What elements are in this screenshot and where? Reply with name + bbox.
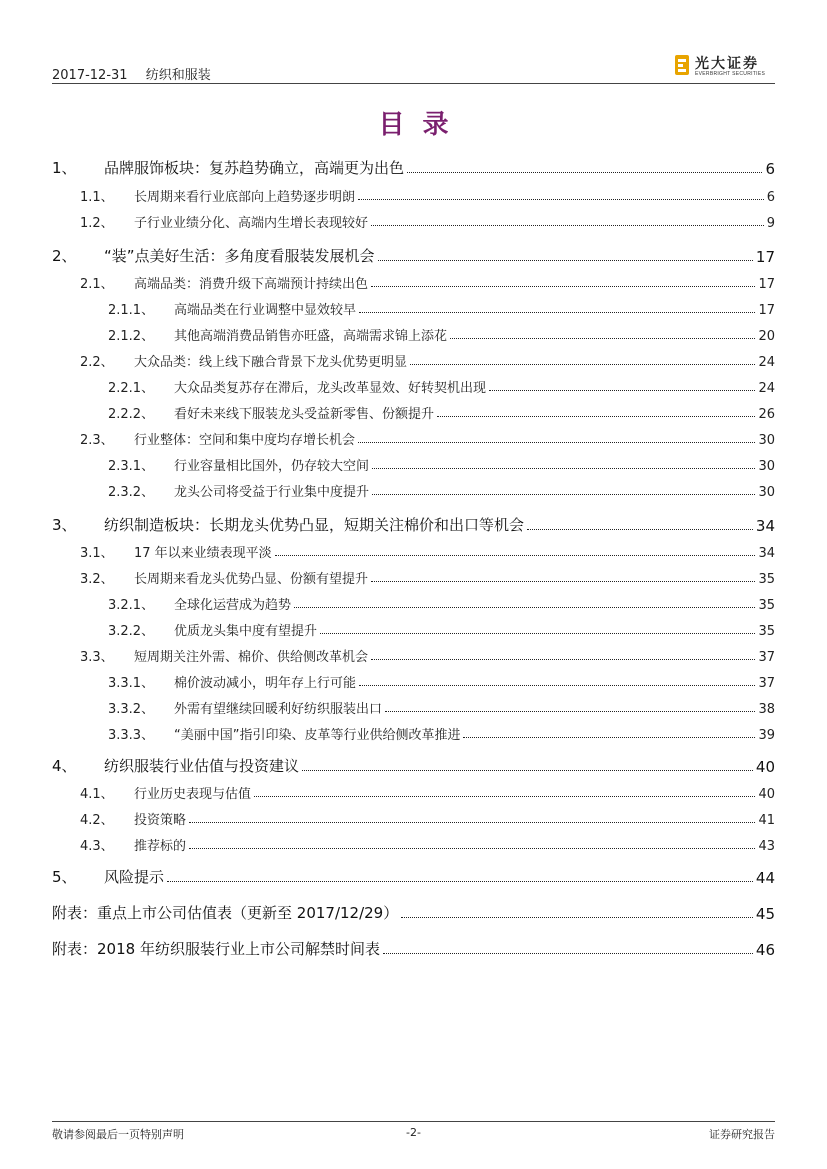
toc-leader-dots	[450, 338, 755, 339]
toc-entry-page: 30	[758, 485, 775, 500]
toc-entry-page: 17	[758, 303, 775, 318]
toc-entry[interactable]	[52, 209, 775, 231]
toc-entry-number: 2.2、	[80, 355, 114, 370]
toc-entry[interactable]	[52, 806, 775, 828]
header-divider	[52, 83, 775, 84]
toc-leader-dots	[358, 442, 755, 443]
toc-leader-dots	[371, 286, 755, 287]
toc-entry-title: 长周期来看龙头优势凸显、份额有望提升	[134, 572, 369, 587]
toc-entry-page: 30	[758, 433, 775, 448]
toc-entry-number: 2.3.1、	[108, 459, 155, 474]
toc-entry-title: 龙头公司将受益于行业集中度提升	[174, 485, 370, 500]
toc-entry-number: 2.1.1、	[108, 303, 155, 318]
toc-leader-dots	[359, 312, 755, 313]
toc-entry[interactable]	[52, 695, 775, 717]
toc-entry-number: 2.3.2、	[108, 485, 155, 500]
toc-leader-dots	[372, 468, 755, 469]
toc-entry-page: 40	[758, 787, 775, 802]
toc-leader-dots	[371, 225, 764, 226]
toc-leader-dots	[437, 416, 755, 417]
toc-leader-dots	[463, 737, 755, 738]
toc-entry-title: 品牌服饰板块：复苏趋势确立，高端更为出色	[104, 159, 405, 177]
toc-entry-page: 43	[758, 839, 775, 854]
toc-entry-page: 35	[758, 572, 775, 587]
toc-entry[interactable]	[52, 669, 775, 691]
header-meta	[52, 64, 225, 83]
toc-entry[interactable]	[52, 617, 775, 639]
toc-entry-title: “美丽中国”指引印染、皮革等行业供给侧改革推进	[174, 728, 461, 743]
toc-entry-number: 2.1、	[80, 277, 114, 292]
toc-leader-dots	[167, 881, 753, 882]
toc-entry-number: 4.3、	[80, 839, 114, 854]
toc-entry-title: 长周期来看行业底部向上趋势逐步明朗	[134, 190, 356, 205]
toc-entry[interactable]	[52, 183, 775, 205]
toc-entry[interactable]	[52, 296, 775, 318]
toc-entry-number: 2、	[52, 247, 77, 265]
toc-entry-page: 38	[758, 702, 775, 717]
report-date: 2017-12-31	[52, 68, 128, 83]
toc-entry-number: 3.2、	[80, 572, 114, 587]
toc-entry-number: 2.2.1、	[108, 381, 155, 396]
toc-entry[interactable]	[52, 348, 775, 370]
toc-entry-number: 2.2.2、	[108, 407, 155, 422]
toc-entry-page: 34	[755, 517, 775, 535]
page-footer	[52, 1126, 775, 1144]
toc-leader-dots	[358, 199, 764, 200]
toc-entry-number: 1、	[52, 159, 77, 177]
toc-entry-number: 4、	[52, 757, 77, 775]
toc-leader-dots	[359, 685, 755, 686]
toc-entry-page: 41	[758, 813, 775, 828]
toc-entry[interactable]	[52, 901, 775, 923]
toc-entry-title: 附表：重点上市公司估值表（更新至 2017/12/29）	[52, 904, 399, 922]
toc-entry[interactable]	[52, 754, 775, 776]
toc-entry-page: 17	[755, 248, 775, 266]
toc-entry-title: 其他高端消费品销售亦旺盛，高端需求锦上添花	[174, 329, 448, 344]
toc-entry-page: 35	[758, 624, 775, 639]
toc-entry-page: 35	[758, 598, 775, 613]
toc-entry-number: 1.1、	[80, 190, 114, 205]
toc-entry[interactable]	[52, 513, 775, 535]
toc-entry-number: 5、	[52, 868, 77, 886]
toc-entry-page: 37	[758, 650, 775, 665]
toc-entry[interactable]	[52, 780, 775, 802]
toc-entry[interactable]	[52, 244, 775, 266]
page-title: 目录	[378, 110, 467, 140]
toc-entry-page: 24	[758, 381, 775, 396]
toc-entry-title: 纺织制造板块：长期龙头优势凸显，短期关注棉价和出口等机会	[104, 516, 525, 534]
footer-report-type: 证券研究报告	[709, 1128, 775, 1141]
toc-leader-dots	[372, 494, 755, 495]
toc-entry-title: 投资策略	[134, 813, 187, 828]
toc-entry[interactable]	[52, 452, 775, 474]
toc-entry[interactable]	[52, 400, 775, 422]
toc-entry-number: 3.3.2、	[108, 702, 155, 717]
footer-disclaimer: 敬请参阅最后一页特别声明	[52, 1128, 184, 1141]
toc-leader-dots	[410, 364, 755, 365]
toc-entry-title: 高端品类：消费升级下高端预计持续出色	[134, 277, 369, 292]
toc-entry-page: 44	[755, 869, 775, 887]
toc-entry-page: 39	[758, 728, 775, 743]
toc-entry-title: “装”点美好生活：多角度看服装发展机会	[104, 247, 375, 265]
toc-entry-title: 纺织服装行业估值与投资建议	[104, 757, 300, 775]
toc-entry-page: 6	[765, 160, 775, 178]
toc-entry-page: 9	[766, 216, 775, 231]
toc-entry-number: 3.1、	[80, 546, 114, 561]
page-header	[52, 52, 775, 82]
toc-leader-dots	[378, 260, 753, 261]
toc-entry-title: 行业容量相比国外，仍存较大空间	[174, 459, 370, 474]
logo-text-en: EVERBRIGHT SECURITIES	[695, 71, 766, 77]
page-number: -2-	[406, 1126, 421, 1139]
toc-entry-number: 1.2、	[80, 216, 114, 231]
toc-entry-page: 20	[758, 329, 775, 344]
toc-leader-dots	[371, 659, 755, 660]
toc-entry-number: 3.2.2、	[108, 624, 155, 639]
toc-entry-title: 大众品类复苏存在滞后，龙头改革显效、好转契机出现	[174, 381, 487, 396]
toc-entry[interactable]	[52, 643, 775, 665]
toc-leader-dots	[407, 172, 762, 173]
toc-entry-page: 30	[758, 459, 775, 474]
toc-entry-page: 17	[758, 277, 775, 292]
toc-entry-number: 4.1、	[80, 787, 114, 802]
toc-entry-number: 4.2、	[80, 813, 114, 828]
toc-leader-dots	[320, 633, 755, 634]
toc-entry-title: 子行业业绩分化、高端内生增长表现较好	[134, 216, 369, 231]
toc-entry-page: 37	[758, 676, 775, 691]
toc-entry-page: 6	[766, 190, 775, 205]
logo-mark-icon	[675, 55, 689, 75]
toc-leader-dots	[527, 529, 753, 530]
toc-entry-page: 26	[758, 407, 775, 422]
toc-entry-title: 行业历史表现与估值	[134, 787, 252, 802]
toc-leader-dots	[489, 390, 755, 391]
toc-entry-title: 行业整体：空间和集中度均存增长机会	[134, 433, 356, 448]
toc-entry-title: 推荐标的	[134, 839, 187, 854]
toc-entry-number: 3.3、	[80, 650, 114, 665]
toc-leader-dots	[189, 822, 755, 823]
toc-entry-title: 优质龙头集中度有望提升	[174, 624, 318, 639]
toc-entry[interactable]	[52, 865, 775, 887]
toc-entry[interactable]	[52, 565, 775, 587]
toc-entry-page: 45	[755, 905, 775, 923]
toc-entry[interactable]	[52, 832, 775, 854]
toc-entry-title: 看好未来线下服装龙头受益新零售、份额提升	[174, 407, 435, 422]
toc-entry[interactable]	[52, 322, 775, 344]
toc-entry[interactable]	[52, 374, 775, 396]
everbright-logo	[675, 52, 775, 82]
toc-entry-page: 24	[758, 355, 775, 370]
toc-leader-dots	[371, 581, 755, 582]
toc-entry-number: 3、	[52, 516, 77, 534]
toc-entry[interactable]	[52, 937, 775, 959]
logo-text-cn: 光大证券	[695, 56, 759, 72]
toc-entry-number: 2.1.2、	[108, 329, 155, 344]
toc-entry-title: 17 年以来业绩表现平淡	[134, 546, 272, 561]
toc-leader-dots	[275, 555, 756, 556]
footer-divider	[52, 1121, 775, 1122]
toc-entry[interactable]	[52, 270, 775, 292]
toc-entry[interactable]	[52, 721, 775, 743]
toc-entry-number: 3.3.1、	[108, 676, 155, 691]
toc-entry-page: 46	[755, 941, 775, 959]
toc-entry-number: 3.2.1、	[108, 598, 155, 613]
toc-entry-title: 风险提示	[104, 868, 165, 886]
toc-entry[interactable]	[52, 478, 775, 500]
toc-leader-dots	[254, 796, 755, 797]
toc-entry-title: 高端品类在行业调整中显效较早	[174, 303, 357, 318]
toc-leader-dots	[294, 607, 755, 608]
toc-entry-title: 短周期关注外需、棉价、供给侧改革机会	[134, 650, 369, 665]
toc-entry-page: 40	[755, 758, 775, 776]
toc-leader-dots	[401, 917, 753, 918]
toc-entry-number: 2.3、	[80, 433, 114, 448]
toc-leader-dots	[385, 711, 755, 712]
toc-entry-title: 附表：2018 年纺织服装行业上市公司解禁时间表	[52, 940, 380, 958]
toc-entry[interactable]	[52, 539, 775, 561]
toc-entry[interactable]	[52, 591, 775, 613]
toc-leader-dots	[383, 953, 753, 954]
toc-entry[interactable]	[52, 156, 775, 178]
toc-entry-title: 大众品类：线上线下融合背景下龙头优势更明显	[134, 355, 408, 370]
toc-leader-dots	[302, 770, 753, 771]
toc-entry-number: 3.3.3、	[108, 728, 155, 743]
toc-entry-title: 全球化运营成为趋势	[174, 598, 292, 613]
toc-entry-page: 34	[758, 546, 775, 561]
toc-entry-title: 棉价波动减小，明年存上行可能	[174, 676, 357, 691]
report-industry: 纺织和服装	[145, 68, 211, 83]
toc-leader-dots	[189, 848, 755, 849]
toc-entry-title: 外需有望继续回暖利好纺织服装出口	[174, 702, 383, 717]
toc-entry[interactable]	[52, 426, 775, 448]
